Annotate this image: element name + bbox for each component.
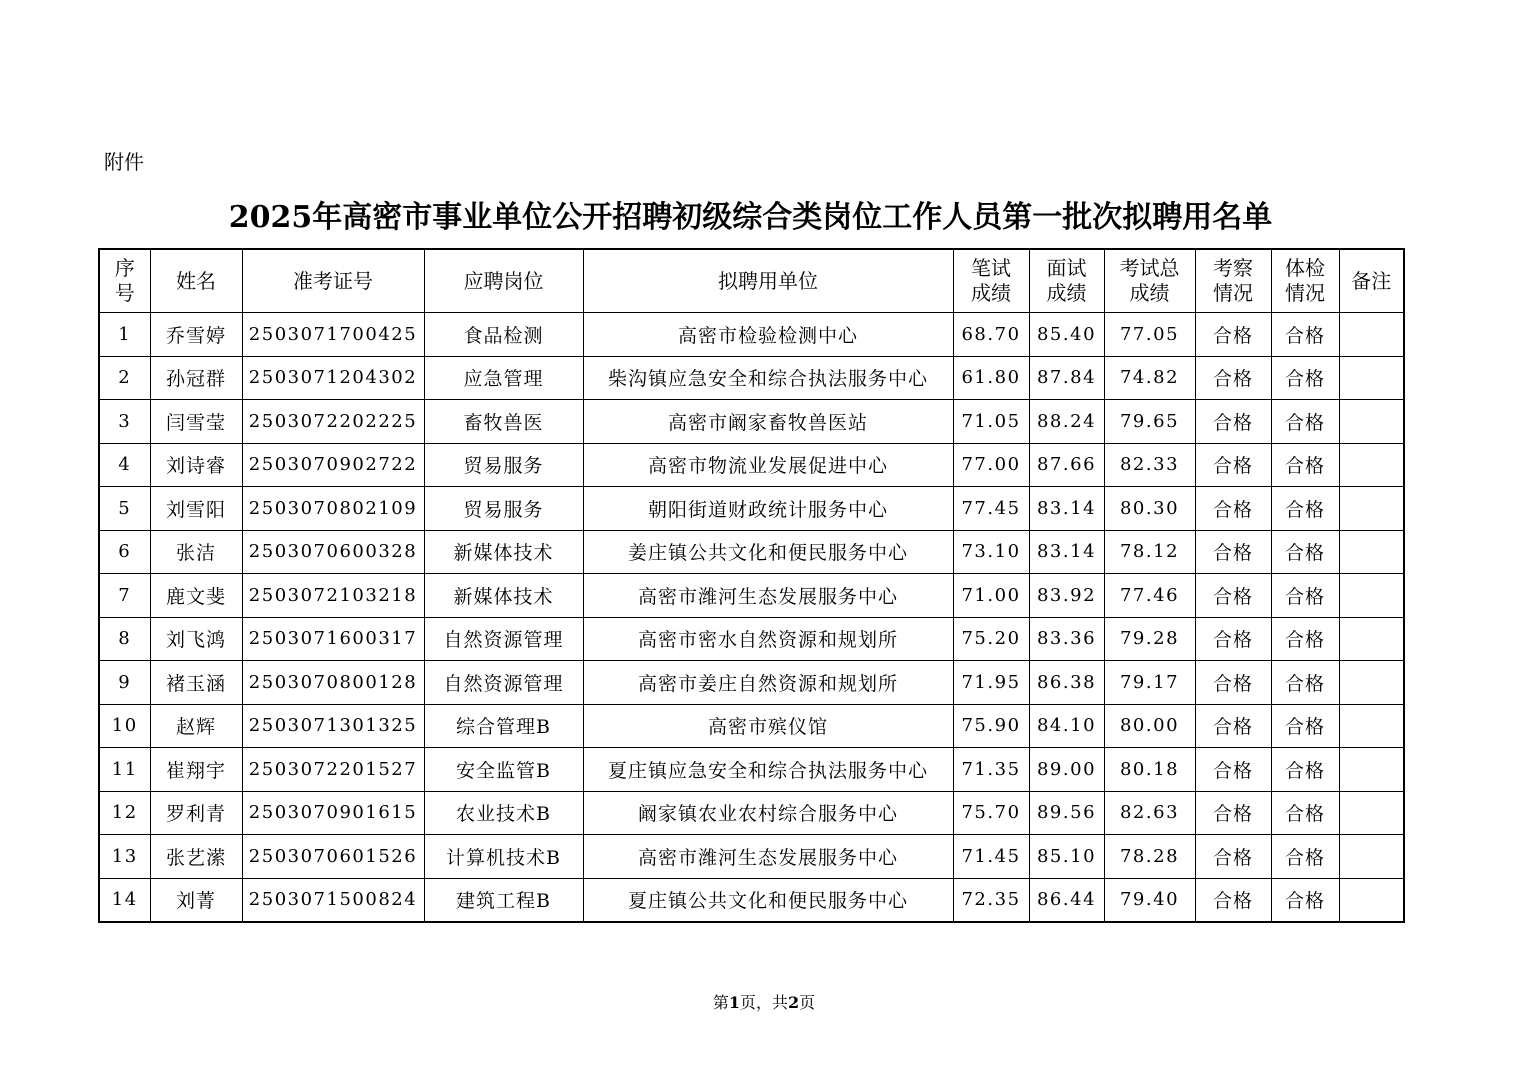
cell-total-score: 80.00 xyxy=(1104,704,1195,748)
cell-interview-score: 89.56 xyxy=(1029,791,1104,835)
cell-ticket-number: 2503070802109 xyxy=(242,487,424,531)
table-row xyxy=(99,356,1404,400)
cell-inspection: 合格 xyxy=(1195,878,1271,922)
cell-post: 综合管理B xyxy=(424,704,583,748)
cell-inspection: 合格 xyxy=(1195,487,1271,531)
cell-seq: 11 xyxy=(99,748,150,792)
cell-unit: 高密市检验检测中心 xyxy=(583,313,953,357)
cell-remark xyxy=(1339,791,1404,835)
cell-inspection: 合格 xyxy=(1195,443,1271,487)
cell-seq: 5 xyxy=(99,487,150,531)
cell-remark xyxy=(1339,356,1404,400)
cell-remark xyxy=(1339,574,1404,618)
cell-written-score: 71.00 xyxy=(953,574,1029,618)
cell-seq: 8 xyxy=(99,617,150,661)
cell-medical: 合格 xyxy=(1271,574,1339,618)
cell-interview-score: 84.10 xyxy=(1029,704,1104,748)
cell-remark xyxy=(1339,617,1404,661)
cell-interview-score: 86.44 xyxy=(1029,878,1104,922)
cell-unit: 高密市密水自然资源和规划所 xyxy=(583,617,953,661)
cell-unit: 柴沟镇应急安全和综合执法服务中心 xyxy=(583,356,953,400)
page-footer xyxy=(0,990,1528,1013)
table-row xyxy=(99,574,1404,618)
header-name: 姓名 xyxy=(150,249,242,313)
cell-written-score: 75.70 xyxy=(953,791,1029,835)
cell-medical: 合格 xyxy=(1271,443,1339,487)
cell-unit: 高密市姜庄自然资源和规划所 xyxy=(583,661,953,705)
document-title: 2025年高密市事业单位公开招聘初级综合类岗位工作人员第一批次拟聘用名单 xyxy=(228,200,1273,235)
cell-total-score: 77.46 xyxy=(1104,574,1195,618)
table-row xyxy=(99,791,1404,835)
cell-ticket-number: 2503071600317 xyxy=(242,617,424,661)
cell-unit: 姜庄镇公共文化和便民服务中心 xyxy=(583,530,953,574)
cell-written-score: 71.45 xyxy=(953,835,1029,879)
cell-seq: 10 xyxy=(99,704,150,748)
cell-written-score: 61.80 xyxy=(953,356,1029,400)
cell-ticket-number: 2503072201527 xyxy=(242,748,424,792)
footer-page-number: 1 xyxy=(728,993,740,1012)
cell-unit: 高密市殡仪馆 xyxy=(583,704,953,748)
cell-total-score: 78.12 xyxy=(1104,530,1195,574)
header-interview-score: 面试 成绩 xyxy=(1029,249,1104,313)
cell-remark xyxy=(1339,313,1404,357)
cell-interview-score: 83.14 xyxy=(1029,530,1104,574)
cell-inspection: 合格 xyxy=(1195,313,1271,357)
cell-ticket-number: 2503070902722 xyxy=(242,443,424,487)
cell-total-score: 82.63 xyxy=(1104,791,1195,835)
cell-name: 张艺潆 xyxy=(150,835,242,879)
cell-seq: 13 xyxy=(99,835,150,879)
cell-remark xyxy=(1339,443,1404,487)
cell-remark xyxy=(1339,878,1404,922)
cell-seq: 2 xyxy=(99,356,150,400)
header-ticket-number: 准考证号 xyxy=(242,249,424,313)
header-inspection: 考察 情况 xyxy=(1195,249,1271,313)
cell-ticket-number: 2503071500824 xyxy=(242,878,424,922)
cell-post: 安全监管B xyxy=(424,748,583,792)
cell-total-score: 78.28 xyxy=(1104,835,1195,879)
header-unit: 拟聘用单位 xyxy=(583,249,953,313)
cell-ticket-number: 2503071301325 xyxy=(242,704,424,748)
cell-unit: 高密市物流业发展促进中心 xyxy=(583,443,953,487)
cell-name: 闫雪莹 xyxy=(150,400,242,444)
table-row xyxy=(99,661,1404,705)
cell-ticket-number: 2503070600328 xyxy=(242,530,424,574)
cell-medical: 合格 xyxy=(1271,704,1339,748)
footer-prefix: 第 xyxy=(712,993,729,1012)
cell-remark xyxy=(1339,835,1404,879)
table-row xyxy=(99,313,1404,357)
table-header-row xyxy=(99,249,1404,313)
table-row xyxy=(99,835,1404,879)
cell-seq: 14 xyxy=(99,878,150,922)
cell-inspection: 合格 xyxy=(1195,617,1271,661)
cell-name: 刘菁 xyxy=(150,878,242,922)
cell-seq: 3 xyxy=(99,400,150,444)
cell-remark xyxy=(1339,487,1404,531)
cell-total-score: 74.82 xyxy=(1104,356,1195,400)
cell-seq: 4 xyxy=(99,443,150,487)
cell-unit: 夏庄镇公共文化和便民服务中心 xyxy=(583,878,953,922)
cell-seq: 7 xyxy=(99,574,150,618)
cell-name: 赵辉 xyxy=(150,704,242,748)
header-post: 应聘岗位 xyxy=(424,249,583,313)
cell-interview-score: 88.24 xyxy=(1029,400,1104,444)
footer-middle: 页，共 xyxy=(739,993,788,1012)
cell-medical: 合格 xyxy=(1271,487,1339,531)
cell-ticket-number: 2503072202225 xyxy=(242,400,424,444)
cell-seq: 1 xyxy=(99,313,150,357)
cell-post: 自然资源管理 xyxy=(424,617,583,661)
cell-written-score: 68.70 xyxy=(953,313,1029,357)
cell-unit: 阚家镇农业农村综合服务中心 xyxy=(583,791,953,835)
cell-interview-score: 85.40 xyxy=(1029,313,1104,357)
cell-name: 刘雪阳 xyxy=(150,487,242,531)
cell-name: 刘飞鸿 xyxy=(150,617,242,661)
cell-inspection: 合格 xyxy=(1195,574,1271,618)
cell-name: 张洁 xyxy=(150,530,242,574)
cell-written-score: 71.35 xyxy=(953,748,1029,792)
cell-medical: 合格 xyxy=(1271,791,1339,835)
cell-interview-score: 86.38 xyxy=(1029,661,1104,705)
table-row xyxy=(99,617,1404,661)
cell-total-score: 79.40 xyxy=(1104,878,1195,922)
header-medical: 体检 情况 xyxy=(1271,249,1339,313)
footer-total-pages: 2 xyxy=(788,993,800,1012)
cell-seq: 9 xyxy=(99,661,150,705)
cell-post: 畜牧兽医 xyxy=(424,400,583,444)
cell-ticket-number: 2503071700425 xyxy=(242,313,424,357)
header-seq: 序 号 xyxy=(99,249,150,313)
cell-name: 鹿文斐 xyxy=(150,574,242,618)
cell-written-score: 75.90 xyxy=(953,704,1029,748)
cell-remark xyxy=(1339,400,1404,444)
table-row xyxy=(99,748,1404,792)
cell-remark xyxy=(1339,530,1404,574)
cell-total-score: 79.28 xyxy=(1104,617,1195,661)
cell-name: 崔翔宇 xyxy=(150,748,242,792)
table-row xyxy=(99,443,1404,487)
cell-medical: 合格 xyxy=(1271,530,1339,574)
cell-name: 乔雪婷 xyxy=(150,313,242,357)
cell-total-score: 82.33 xyxy=(1104,443,1195,487)
cell-total-score: 77.05 xyxy=(1104,313,1195,357)
cell-post: 建筑工程B xyxy=(424,878,583,922)
cell-total-score: 79.17 xyxy=(1104,661,1195,705)
cell-unit: 高密市阚家畜牧兽医站 xyxy=(583,400,953,444)
cell-name: 刘诗睿 xyxy=(150,443,242,487)
header-written-score: 笔试 成绩 xyxy=(953,249,1029,313)
cell-written-score: 77.00 xyxy=(953,443,1029,487)
cell-medical: 合格 xyxy=(1271,748,1339,792)
cell-name: 孙冠群 xyxy=(150,356,242,400)
cell-interview-score: 83.36 xyxy=(1029,617,1104,661)
hiring-roster-table xyxy=(98,248,1405,923)
cell-medical: 合格 xyxy=(1271,661,1339,705)
cell-interview-score: 83.14 xyxy=(1029,487,1104,531)
cell-remark xyxy=(1339,661,1404,705)
cell-inspection: 合格 xyxy=(1195,748,1271,792)
cell-post: 新媒体技术 xyxy=(424,530,583,574)
cell-post: 自然资源管理 xyxy=(424,661,583,705)
cell-seq: 12 xyxy=(99,791,150,835)
cell-medical: 合格 xyxy=(1271,356,1339,400)
cell-medical: 合格 xyxy=(1271,313,1339,357)
cell-total-score: 79.65 xyxy=(1104,400,1195,444)
cell-medical: 合格 xyxy=(1271,835,1339,879)
cell-written-score: 71.95 xyxy=(953,661,1029,705)
cell-inspection: 合格 xyxy=(1195,791,1271,835)
cell-medical: 合格 xyxy=(1271,878,1339,922)
cell-inspection: 合格 xyxy=(1195,356,1271,400)
cell-written-score: 75.20 xyxy=(953,617,1029,661)
cell-ticket-number: 2503071204302 xyxy=(242,356,424,400)
cell-written-score: 72.35 xyxy=(953,878,1029,922)
cell-ticket-number: 2503072103218 xyxy=(242,574,424,618)
table-row xyxy=(99,878,1404,922)
header-remark: 备注 xyxy=(1339,249,1404,313)
cell-post: 应急管理 xyxy=(424,356,583,400)
footer-suffix: 页 xyxy=(799,993,816,1012)
cell-unit: 夏庄镇应急安全和综合执法服务中心 xyxy=(583,748,953,792)
cell-medical: 合格 xyxy=(1271,400,1339,444)
cell-name: 褚玉涵 xyxy=(150,661,242,705)
cell-interview-score: 87.66 xyxy=(1029,443,1104,487)
cell-interview-score: 85.10 xyxy=(1029,835,1104,879)
cell-ticket-number: 2503070800128 xyxy=(242,661,424,705)
cell-interview-score: 89.00 xyxy=(1029,748,1104,792)
attachment-label: 附件 xyxy=(104,150,144,174)
table-row xyxy=(99,704,1404,748)
cell-inspection: 合格 xyxy=(1195,661,1271,705)
cell-written-score: 77.45 xyxy=(953,487,1029,531)
cell-unit: 朝阳街道财政统计服务中心 xyxy=(583,487,953,531)
cell-ticket-number: 2503070901615 xyxy=(242,791,424,835)
table-row xyxy=(99,530,1404,574)
cell-unit: 高密市潍河生态发展服务中心 xyxy=(583,574,953,618)
table-row xyxy=(99,400,1404,444)
cell-interview-score: 83.92 xyxy=(1029,574,1104,618)
cell-remark xyxy=(1339,704,1404,748)
cell-post: 贸易服务 xyxy=(424,487,583,531)
cell-remark xyxy=(1339,748,1404,792)
cell-unit: 高密市潍河生态发展服务中心 xyxy=(583,835,953,879)
cell-inspection: 合格 xyxy=(1195,835,1271,879)
cell-inspection: 合格 xyxy=(1195,704,1271,748)
cell-interview-score: 87.84 xyxy=(1029,356,1104,400)
cell-post: 食品检测 xyxy=(424,313,583,357)
table-row xyxy=(99,487,1404,531)
cell-post: 贸易服务 xyxy=(424,443,583,487)
cell-total-score: 80.18 xyxy=(1104,748,1195,792)
cell-total-score: 80.30 xyxy=(1104,487,1195,531)
cell-post: 计算机技术B xyxy=(424,835,583,879)
cell-inspection: 合格 xyxy=(1195,400,1271,444)
cell-written-score: 73.10 xyxy=(953,530,1029,574)
cell-ticket-number: 2503070601526 xyxy=(242,835,424,879)
cell-post: 农业技术B xyxy=(424,791,583,835)
cell-post: 新媒体技术 xyxy=(424,574,583,618)
cell-inspection: 合格 xyxy=(1195,530,1271,574)
cell-written-score: 71.05 xyxy=(953,400,1029,444)
cell-name: 罗利青 xyxy=(150,791,242,835)
header-total-score: 考试总 成绩 xyxy=(1104,249,1195,313)
cell-seq: 6 xyxy=(99,530,150,574)
table-body xyxy=(99,313,1404,923)
cell-medical: 合格 xyxy=(1271,617,1339,661)
